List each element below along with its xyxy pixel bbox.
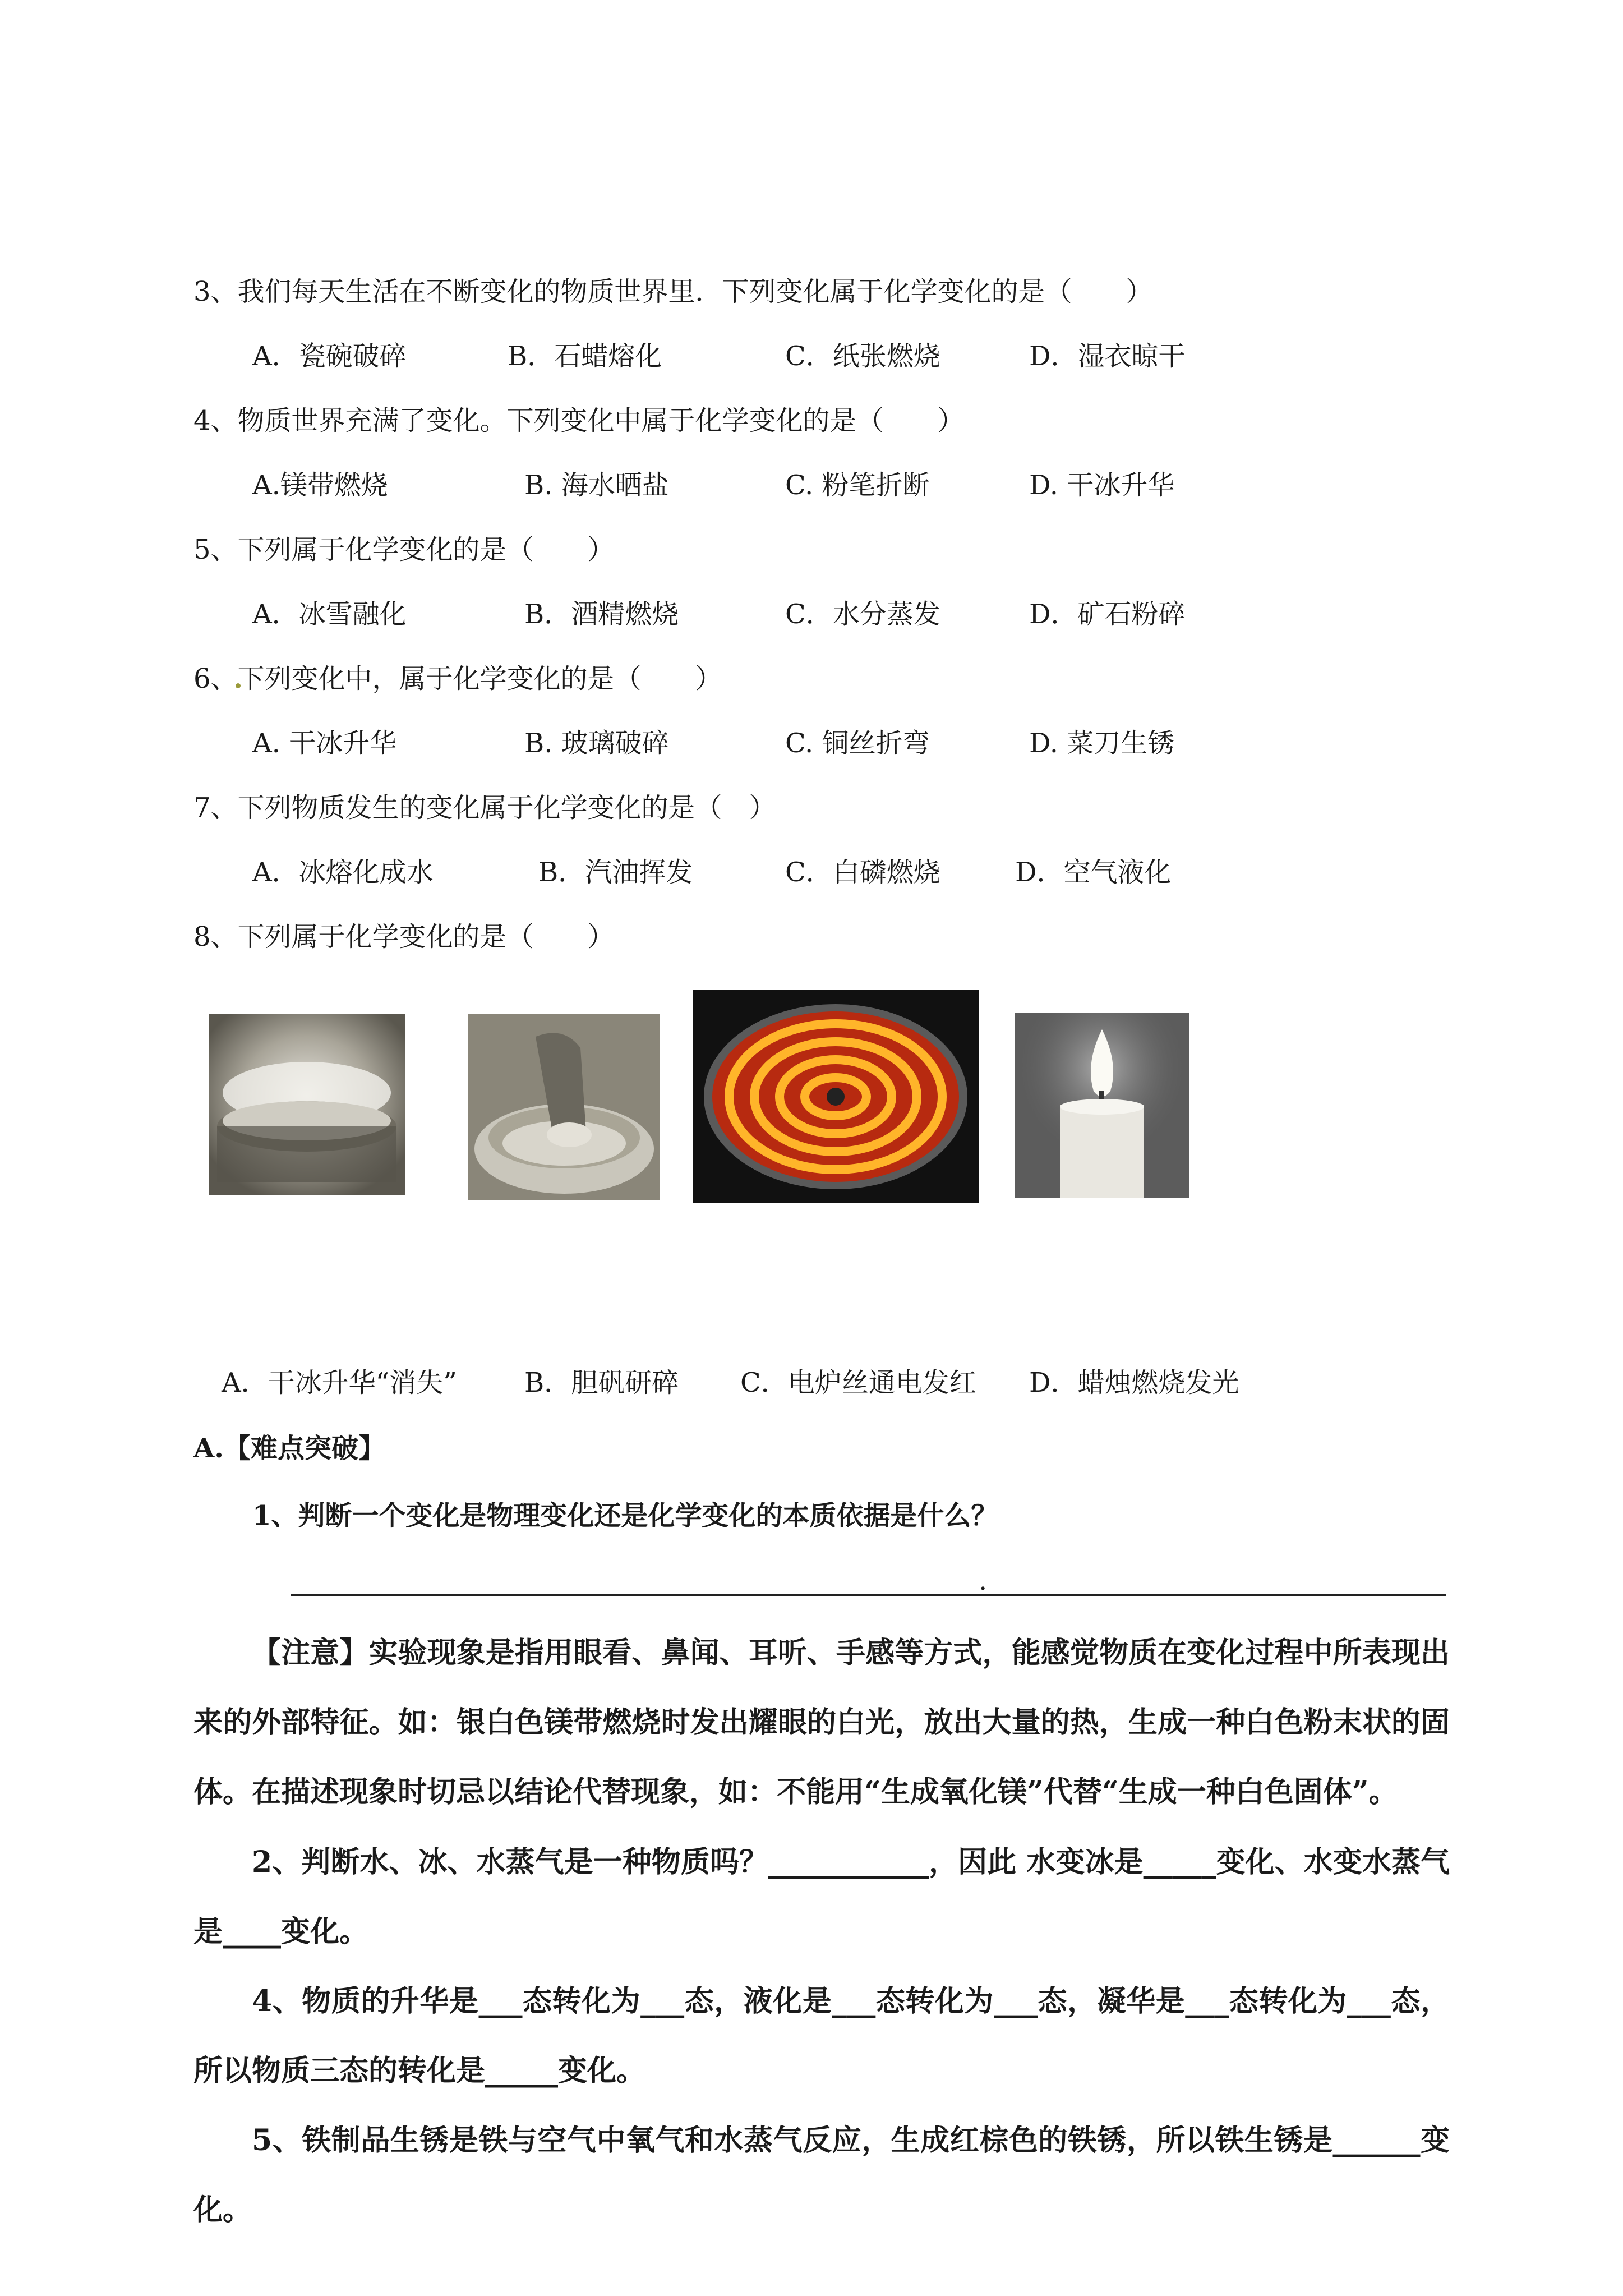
question-4-option-b: B. 海水晒盐	[524, 470, 669, 501]
question-6-option-c: C. 铜丝折弯	[785, 728, 930, 759]
section-heading: A.【难点突破】	[193, 1433, 385, 1464]
question-4-stem: 4、物质世界充满了变化。下列变化中属于化学变化的是（ ）	[193, 405, 965, 436]
candle-photo	[1015, 1013, 1189, 1198]
question-6-option-a: A. 干冰升华	[252, 728, 397, 759]
question-6-option-b: B. 玻璃破碎	[524, 728, 669, 759]
question-8-option-d: D．蜡烛燃烧发光	[1029, 1367, 1239, 1398]
q1-text: 1、判断一个变化是物理变化还是化学变化的本质依据是什么？	[252, 1500, 998, 1531]
question-7-option-c: C．白磷燃烧	[785, 857, 940, 888]
question-5-option-a: A．冰雪融化	[252, 599, 407, 630]
question-3-option-b: B．石蜡熔化	[508, 341, 662, 372]
question-3-option-a: A．瓷碗破碎	[252, 341, 407, 372]
question-5-stem: 5、下列属于化学变化的是（ ）	[193, 534, 615, 565]
question-8-option-c: C．电炉丝通电发红	[740, 1367, 976, 1398]
answer-line-dot: .	[979, 1565, 988, 1596]
question-7-stem: 7、下列物质发生的变化属于化学变化的是（ ）	[193, 792, 776, 823]
question-4-option-a: A.镁带燃烧	[252, 470, 388, 501]
question-4-option-c: C. 粉笔折断	[785, 470, 930, 501]
question-4-option-d: D. 干冰升华	[1029, 470, 1175, 501]
note-paragraph: 【注意】实验现象是指用眼看、鼻闻、耳听、手感等方式，能感觉物质在变化过程中所表现出来的外部特征。如：银白色镁带燃烧时发出耀眼的白光，放出大量的热，生成一种白色粉末状的固体。在描述现象时切忌以结论代替现象，如：不能用“生成氧化镁”代替“生成一种白色固体”。	[193, 1636, 1450, 1809]
dry-ice-photo	[209, 1014, 405, 1195]
question-3-option-d: D．湿衣晾干	[1029, 341, 1186, 372]
question-7-option-d: D．空气液化	[1015, 857, 1172, 888]
question-7-option-b: B．汽油挥发	[538, 857, 693, 888]
answer-line	[291, 1594, 1446, 1596]
question-5-option-b: B．酒精燃烧	[524, 599, 679, 630]
question-6-stem: 6、下列变化中，属于化学变化的是（ ）	[193, 663, 722, 694]
question-5-option-d: D．矿石粉碎	[1029, 599, 1186, 630]
question-3-stem: 3、我们每天生活在不断变化的物质世界里．下列变化属于化学变化的是（ ）	[193, 276, 1153, 307]
question-6-option-d: D. 菜刀生锈	[1029, 728, 1175, 759]
question-8-stem: 8、下列属于化学变化的是（ ）	[193, 921, 615, 953]
question-8-option-a: A．干冰升华“消失”	[222, 1367, 457, 1398]
q4-paragraph: 4、物质的升华是___态转化为___态，液化是___态转化为___态，凝华是___态转化为___态，所以物质三态的转化是_____变化。	[193, 1984, 1450, 2088]
question-5-option-c: C．水分蒸发	[785, 599, 940, 630]
question-3-option-c: C．纸张燃烧	[785, 341, 940, 372]
electric-coil-photo	[693, 990, 979, 1203]
question-8-option-b: B．胆矾研碎	[524, 1367, 679, 1398]
q2-paragraph: 2、判断水、冰、水蒸气是一种物质吗？___________，因此 水变冰是_____变化、水变水蒸气是____变化。	[193, 1845, 1450, 1949]
mortar-pestle-photo	[468, 1014, 660, 1200]
question-7-option-a: A．冰熔化成水	[252, 857, 434, 888]
q5-paragraph: 5、铁制品生锈是铁与空气中氧气和水蒸气反应，生成红棕色的铁锈，所以铁生锈是______变化。	[193, 2123, 1450, 2227]
